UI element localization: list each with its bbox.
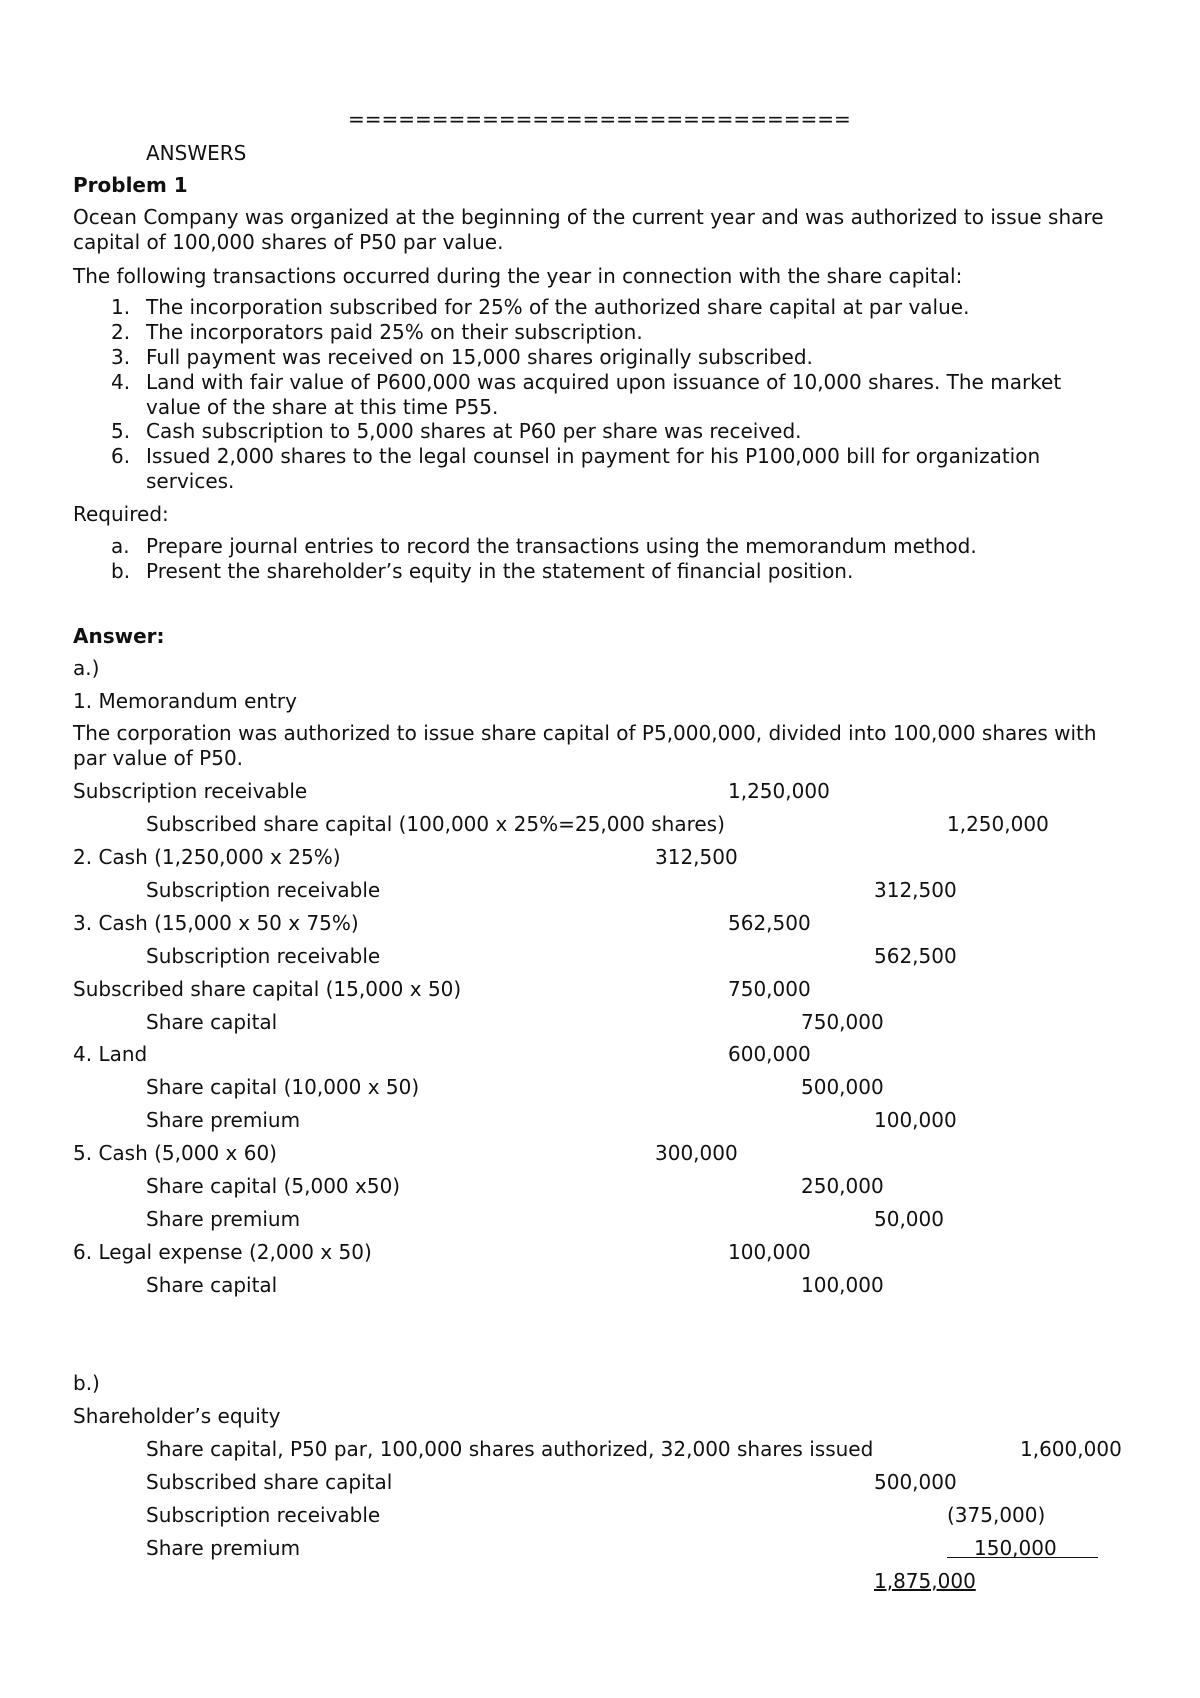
journal-amount: 1,250,000 — [947, 812, 1049, 836]
list-item: Full payment was received on 15,000 shares originally subscribed. — [146, 345, 813, 369]
journal-amount: 562,500 — [874, 944, 957, 968]
equity-account: Share premium — [146, 1536, 301, 1560]
problem-title: Problem 1 — [73, 173, 188, 197]
required-label: Required: — [73, 502, 169, 526]
answer-label: Answer: — [73, 624, 165, 648]
journal-amount: 100,000 — [801, 1273, 884, 1297]
journal-account: 3. Cash (15,000 x 50 x 75%) — [73, 911, 359, 935]
list-item-continuation: value of the share at this time P55. — [146, 395, 499, 419]
intro-line-2: capital of 100,000 shares of P50 par value. — [73, 230, 504, 254]
requirement-letter: b. — [111, 559, 131, 583]
journal-amount: 50,000 — [874, 1207, 944, 1231]
equity-account: Subscription receivable — [146, 1503, 381, 1527]
journal-account: Subscription receivable — [146, 944, 381, 968]
list-item-number: 1. — [111, 295, 131, 319]
equity-amount: (375,000) — [947, 1503, 1046, 1527]
separator-line: ============================== — [348, 107, 851, 131]
transactions-intro: The following transactions occurred during the year in connection with the share capital: — [73, 264, 963, 288]
equity-title: Shareholder’s equity — [73, 1404, 281, 1428]
journal-account: Share capital (5,000 x50) — [146, 1174, 401, 1198]
journal-account: Subscription receivable — [73, 779, 308, 803]
memo-line-2: par value of P50. — [73, 746, 244, 770]
equity-account: Subscribed share capital — [146, 1470, 393, 1494]
memo-line-1: The corporation was authorized to issue share capital of P5,000,000, divided into 100,000 shares with — [73, 721, 1097, 745]
journal-account: 2. Cash (1,250,000 x 25%) — [73, 845, 341, 869]
journal-amount: 500,000 — [801, 1075, 884, 1099]
journal-account: Share capital — [146, 1273, 278, 1297]
part-b-label: b.) — [73, 1371, 100, 1395]
journal-amount: 562,500 — [728, 911, 811, 935]
journal-account: Share capital — [146, 1010, 278, 1034]
journal-amount: 750,000 — [728, 977, 811, 1001]
list-item-continuation: services. — [146, 469, 235, 493]
journal-account: 5. Cash (5,000 x 60) — [73, 1141, 277, 1165]
list-item-number: 4. — [111, 370, 131, 394]
list-item: Issued 2,000 shares to the legal counsel in payment for his P100,000 bill for organization — [146, 444, 1041, 468]
equity-total: 1,875,000 — [874, 1569, 976, 1593]
subtotal-underline — [947, 1557, 1098, 1558]
journal-account: Subscribed share capital (100,000 x 25%=25,000 shares) — [146, 812, 725, 836]
list-item: Cash subscription to 5,000 shares at P60 per share was received. — [146, 419, 802, 443]
list-item-number: 3. — [111, 345, 131, 369]
equity-amount: 500,000 — [874, 1470, 957, 1494]
journal-account: Subscription receivable — [146, 878, 381, 902]
equity-amount: 150,000 — [974, 1536, 1057, 1560]
equity-account: Share capital, P50 par, 100,000 shares authorized, 32,000 shares issued — [146, 1437, 874, 1461]
list-item-number: 2. — [111, 320, 131, 344]
journal-account: 6. Legal expense (2,000 x 50) — [73, 1240, 372, 1264]
journal-account: Share capital (10,000 x 50) — [146, 1075, 420, 1099]
journal-amount: 750,000 — [801, 1010, 884, 1034]
journal-amount: 1,250,000 — [728, 779, 830, 803]
intro-line-1: Ocean Company was organized at the beginning of the current year and was authorized to issue share — [73, 205, 1104, 229]
answers-heading: ANSWERS — [146, 141, 247, 165]
part-a-label: a.) — [73, 656, 100, 680]
list-item: The incorporation subscribed for 25% of the authorized share capital at par value. — [146, 295, 970, 319]
equity-amount: 1,600,000 — [1020, 1437, 1122, 1461]
journal-amount: 312,500 — [874, 878, 957, 902]
list-item: Land with fair value of P600,000 was acquired upon issuance of 10,000 shares. The market — [146, 370, 1062, 394]
list-item-number: 5. — [111, 419, 131, 443]
requirement-letter: a. — [111, 534, 130, 558]
requirement-item: Present the shareholder’s equity in the statement of financial position. — [146, 559, 854, 583]
journal-account: 4. Land — [73, 1042, 148, 1066]
memo-title: 1. Memorandum entry — [73, 689, 297, 713]
journal-account: Share premium — [146, 1207, 301, 1231]
journal-amount: 100,000 — [728, 1240, 811, 1264]
requirement-item: Prepare journal entries to record the transactions using the memorandum method. — [146, 534, 977, 558]
list-item: The incorporators paid 25% on their subscription. — [146, 320, 643, 344]
journal-amount: 100,000 — [874, 1108, 957, 1132]
journal-account: Subscribed share capital (15,000 x 50) — [73, 977, 462, 1001]
list-item-number: 6. — [111, 444, 131, 468]
journal-amount: 312,500 — [655, 845, 738, 869]
journal-amount: 300,000 — [655, 1141, 738, 1165]
journal-amount: 600,000 — [728, 1042, 811, 1066]
journal-account: Share premium — [146, 1108, 301, 1132]
journal-amount: 250,000 — [801, 1174, 884, 1198]
